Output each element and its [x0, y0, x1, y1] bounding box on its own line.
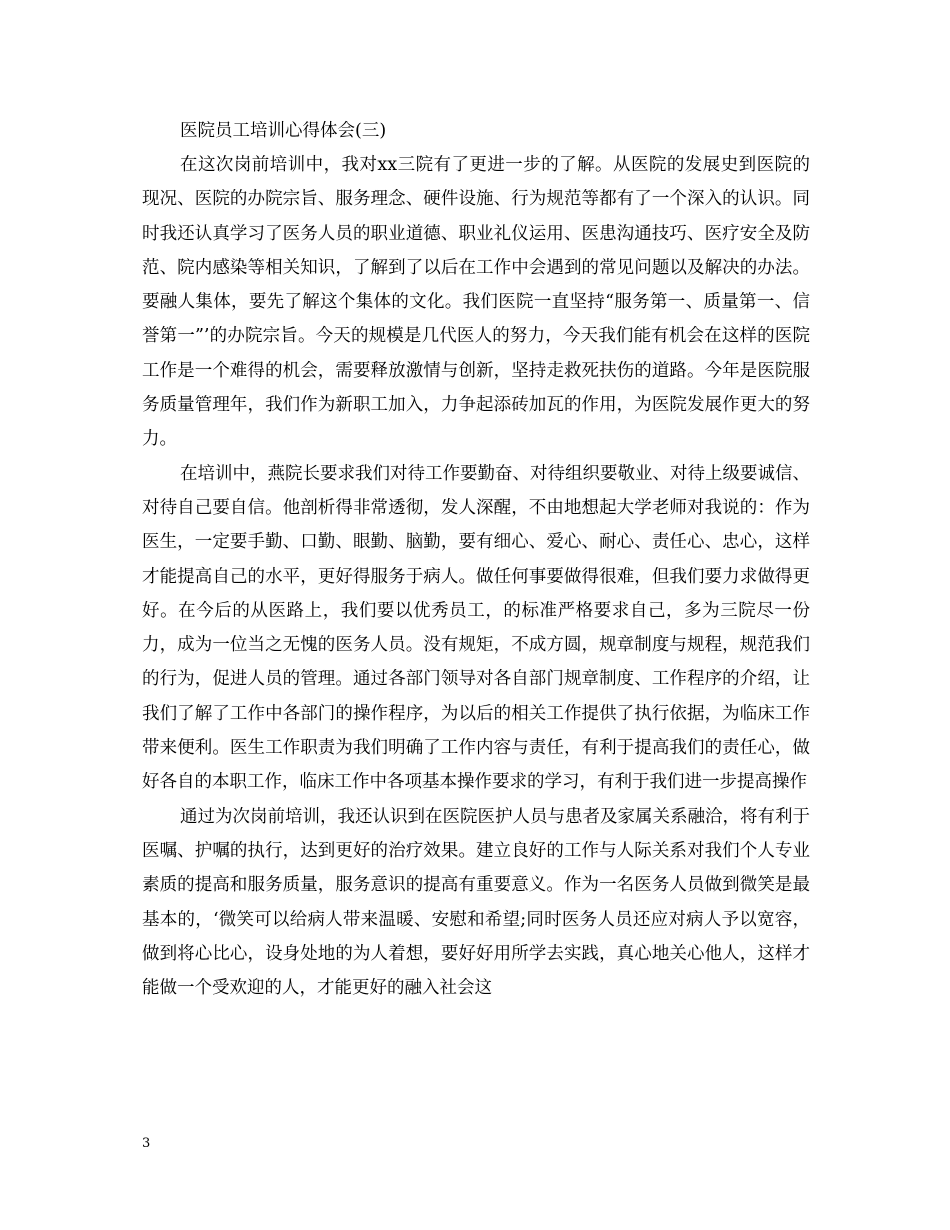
document-title: 医院员工培训心得体会(三): [180, 121, 387, 141]
paragraph-2: 在培训中，燕院长要求我们对待工作要勤奋、对待组织要敬业、对待上级要诚信、对待自己要自信。他剖析得非常透彻，发人深醒，不由地想起大学老师对我说的：作为医生，一定要手勤、口勤、眼勤、脑勤，要有细心、爱心、耐心、责任心、忠心，这样才能提高自己的水平，更好得服务于病人。做任何事要做得很难，但我们要力求做得更好。在今后的从医路上，我们要以优秀员工，的标准严格要求自己，多为三院尽一份力，成为一位当之无愧的医务人员。没有规矩，不成方圆，规章制度与规程，规范我们的行为，促进人员的管理。通过各部门领导对各自部门规章制度、工作程序的介绍，让我们了解了工作中各部门的操作程序，为以后的相关工作提供了执行依据，为临床工作带来便利。医生工作职责为我们明确了工作内容与责任，有利于提高我们的责任心，做好各自的本职工作，临床工作中各项基本操作要求的学习，有利于我们进一步提高操作: [142, 463, 810, 793]
paragraph-1: 在这次岗前培训中，我对xx三院有了更进一步的了解。从医院的发展史到医院的现况、医院的办院宗旨、服务理念、硬件设施、行为规范等都有了一个深入的认识。同时我还认真学习了医务人员的职业道德、职业礼仪运用、医患沟通技巧、医疗安全及防范、院内感染等相关知识，了解到了以后在工作中会遇到的常见问题以及解决的办法。要融人集体，要先了解这个集体的文化。我们医院一直坚持“服务第一、质量第一、信誉第一”’的办院宗旨。今天的规模是几代医人的努力，今天我们能有机会在这样的医院工作是一个难得的机会，需要释放激情与创新，坚持走救死扶伤的道路。今年是医院服务质量管理年，我们作为新职工加入，力争起添砖加瓦的作用，为医院发展作更大的努力。: [142, 155, 810, 450]
page-number: 3: [142, 1136, 151, 1151]
document-body: [142, 114, 810, 1005]
paragraph-3: 通过为次岗前培训，我还认识到在医院医护人员与患者及家属关系融洽，将有利于医嘱、护嘱的执行，达到更好的治疗效果。建立良好的工作与人际关系对我们个人专业素质的提高和服务质量，服务意识的提高有重要意义。作为一名医务人员做到微笑是最基本的，‘微笑可以给病人带来温暖、安慰和希望;同时医务人员还应对病人予以宽容，做到将心比心，设身处地的为人着想，要好好用所学去实践，真心地关心他人，这样才能做一个受欢迎的人，才能更好的融入社会这: [142, 806, 810, 999]
